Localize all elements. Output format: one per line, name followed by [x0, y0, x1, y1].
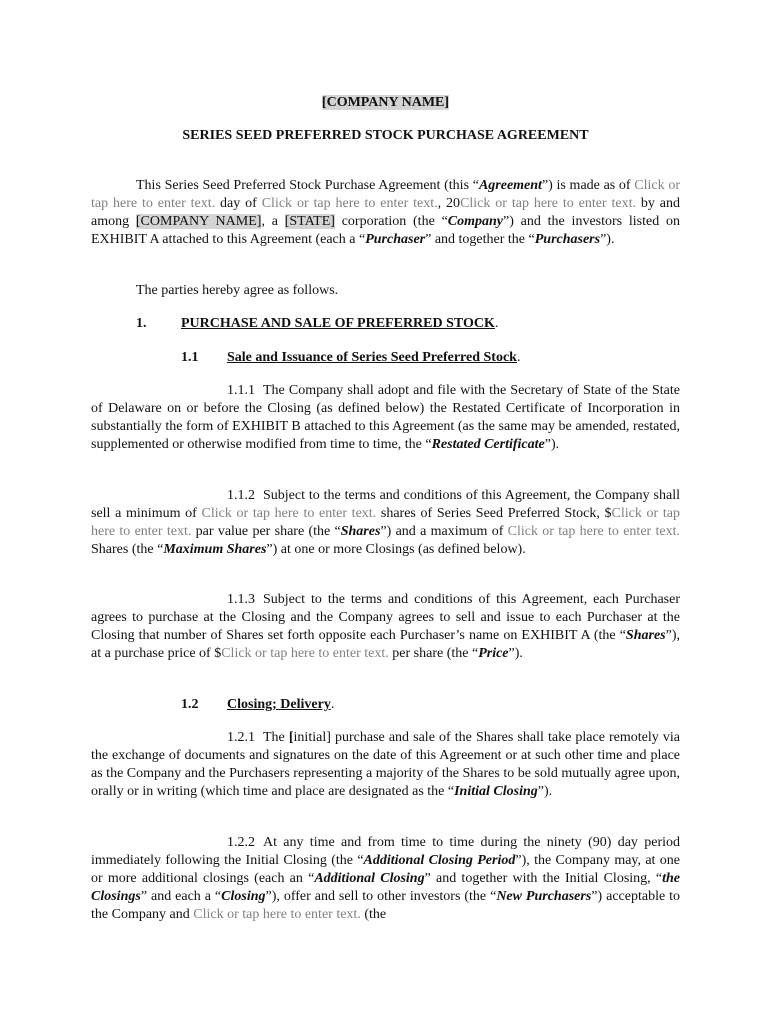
state-field[interactable]: [STATE]: [284, 214, 335, 229]
company-name-field[interactable]: [COMPANY NAME]: [321, 95, 450, 110]
date-month-field[interactable]: Click or tap here to enter text.: [261, 196, 438, 211]
paragraph-1-1-1: 1.1.1 The Company shall adopt and file with the Secretary of State of the State of Delaware on or before the Closing (as defined below) the Restated Certificate of Incorporation in substantially the form of EXHIBIT B attached to this Agreement (as the same may be amended, restated, supplemented or otherwise modified from time to time, the “Restated Certificate”).: [91, 383, 680, 452]
minimum-shares-field[interactable]: Click or tap here to enter text.: [201, 506, 377, 521]
date-day-field[interactable]: Click or tap here to enter text.: [91, 178, 680, 211]
paragraph-1-1-2: 1.1.2 Subject to the terms and conditions of this Agreement, the Company shall sell a minimum of Click or tap here to enter text. shares of Series Seed Preferred Stock, $Click or tap here to enter text. par value per share (the “Shares”) and a maximum of Click or tap here to enter text. Shares (the “Maximum Shares”) at one or more Closings (as defined below).: [91, 488, 680, 557]
paragraph-1-2-1: 1.2.1 The [initial] purchase and sale of the Shares shall take place remotely via the exchange of documents and signatures on the date of this Agreement or at such other time and place as the Company and the Purchasers representing a majority of the Shares to be sold mutually agree upon, orally or in writing (which time and place are designated as the “Initial Closing”).: [91, 730, 680, 799]
section-1-1-heading: Sale and Issuance of Series Seed Preferred Stock.: [227, 350, 521, 365]
paragraph-1-1-3: 1.1.3 Subject to the terms and conditions of this Agreement, each Purchaser agrees to purchase at the Closing and the Company agrees to sell and issue to each Purchaser at the Closing that number of Shares set forth opposite each Purchaser’s name on EXHIBIT A (the “Shares”), at a purchase price of $Click or tap here to enter text. per share (the “Price”).: [91, 592, 680, 661]
maximum-shares-field[interactable]: Click or tap here to enter text.: [507, 524, 680, 539]
date-year-field[interactable]: Click or tap here to enter text.: [460, 196, 636, 211]
section-1-1-number: 1.1: [181, 350, 199, 365]
paragraph-1-2-2: 1.2.2 At any time and from time to time during the ninety (90) day period immediately following the Initial Closing (the “Additional Closing Period”), the Company may, at one or more additional closings (each an “Additional Closing” and together with the Initial Closing, “the Closings” and each a “Closing”), offer and sell to other investors (the “New Purchasers”) acceptable to the Company and Click or tap here to enter text. (the: [91, 835, 681, 922]
par-value-field[interactable]: Click or tap here to enter text.: [91, 506, 680, 539]
company-name-field[interactable]: [COMPANY NAME]: [135, 214, 262, 229]
section-1-2-number: 1.2: [181, 697, 199, 712]
company-name-header: [91, 94, 680, 112]
section-1-2-heading: Closing; Delivery.: [227, 697, 335, 712]
purchase-price-field[interactable]: Click or tap here to enter text.: [221, 646, 389, 661]
parties-statement: The parties hereby agree as follows.: [136, 283, 339, 298]
section-1-number: 1.: [136, 316, 147, 331]
intro-paragraph: This Series Seed Preferred Stock Purchase Agreement (this “Agreement”) is made as of Click or tap here to enter text. day of Click or tap here to enter text., 20Click or tap here to enter text. by and among [COMPANY NAME], a [STATE] corporation (the “Company”) and the investors listed on EXHIBIT A attached to this Agreement (each a “Purchaser” and together the “Purchasers”).: [91, 178, 681, 247]
document-title: SERIES SEED PREFERRED STOCK PURCHASE AGREEMENT: [182, 128, 589, 143]
approver-field[interactable]: Click or tap here to enter text.: [193, 907, 361, 922]
section-1-heading: PURCHASE AND SALE OF PREFERRED STOCK.: [181, 316, 499, 331]
